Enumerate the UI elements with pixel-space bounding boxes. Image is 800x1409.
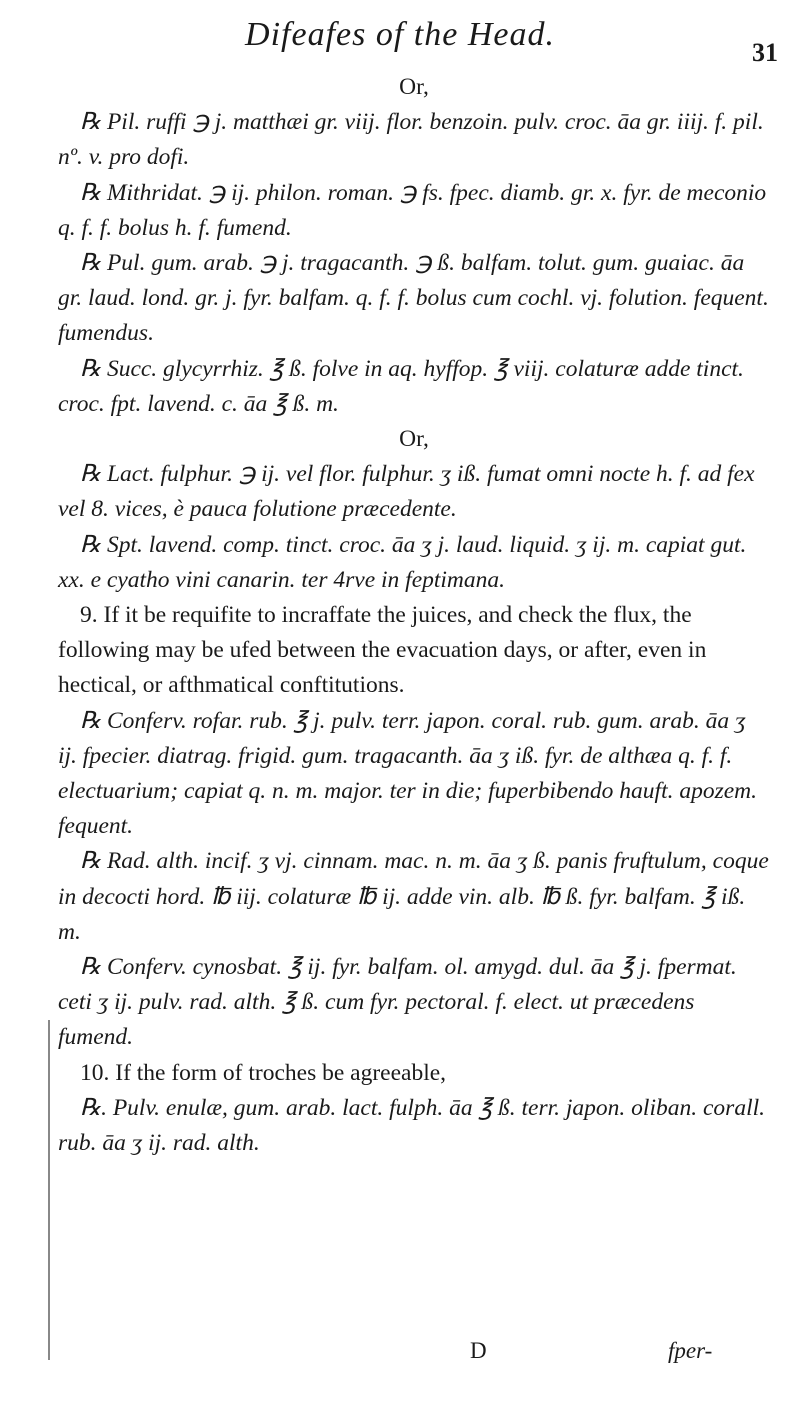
margin-rule: [48, 1020, 50, 1360]
recipe-paragraph: ℞. Pulv. enulæ, gum. arab. lact. fulph. āa ℥ ß. terr. japon. oliban. corall. rub. āa ʒ ij. rad. alth.: [58, 1094, 765, 1157]
running-head: Difeafes of the Head.: [245, 16, 555, 53]
recipe-paragraph: ℞ Lact. fulphur. ℈ ij. vel flor. fulphur. ʒ iß. fumat omni nocte h. f. ad fex vel 8. vices, è pauca folutione præcedente.: [58, 461, 755, 523]
or-separator: Or,: [399, 426, 429, 453]
recipe-paragraph: ℞ Succ. glycyrrhiz. ℥ ß. folve in aq. hyffop. ℥ viij. colaturæ adde tinct. croc. fpt. lavend. c. āa ℥ ß. m.: [58, 355, 744, 417]
signature-mark: D: [470, 1338, 487, 1363]
catchword: fper-: [668, 1338, 713, 1363]
recipe-paragraph: ℞ Pul. gum. arab. ℈ j. tragacanth. ℈ ß. balfam. tolut. gum. guaiac. āa gr. laud. lond. gr. j. fyr. balfam. q. f. f. bolus cum cochl. vj. folution. fequent. fumendus.: [58, 250, 769, 347]
numbered-paragraph: 10. If the form of troches be agreeable,: [80, 1059, 447, 1086]
page-number: 31: [752, 38, 778, 67]
recipe-paragraph: ℞ Mithridat. ℈ ij. philon. roman. ℈ fs. fpec. diamb. gr. x. fyr. de meconio q. f. f. bolus h. f. fumend.: [58, 179, 767, 241]
numbered-paragraph: 9. If it be requifite to incraffate the juices, and check the flux, the following may be ufed between the evacuation days, or after, even in hectical, or afthmatical conftitutions.: [58, 602, 707, 699]
or-separator: Or,: [399, 74, 429, 100]
recipe-paragraph: ℞ Spt. lavend. comp. tinct. croc. āa ʒ j. laud. liquid. ʒ ij. m. capiat gut. xx. e cyatho vini canarin. ter 4rve in feptimana.: [58, 531, 747, 593]
recipe-paragraph: ℞ Conferv. rofar. rub. ℥ j. pulv. terr. japon. coral. rub. gum. arab. āa ʒ ij. fpecier. diatrag. frigid. gum. tragacanth. āa ʒ iß. fyr. de althæa q. f. f. electuarium; capiat q. n. m. major. ter in die; fuperbibendo hauft. apozem. fequent.: [58, 707, 758, 840]
page-footer: [0, 1338, 800, 1372]
recipe-paragraph: ℞ Pil. ruffi ℈ j. matthæi gr. viij. flor. benzoin. pulv. croc. āa gr. iiij. f. pil. nº. v. pro dofi.: [58, 109, 764, 171]
page-body: [58, 70, 770, 1161]
page-header: [0, 16, 800, 66]
recipe-paragraph: ℞ Rad. alth. incif. ʒ vj. cinnam. mac. n. m. āa ʒ ß. panis fruftulum, coque in decocti hord. ℔ iij. colaturæ ℔ ij. adde vin. alb. ℔ ß. fyr. balfam. ℥ iß. m.: [58, 848, 769, 945]
recipe-paragraph: ℞ Conferv. cynosbat. ℥ ij. fyr. balfam. ol. amygd. dul. āa ℥ j. fpermat. ceti ʒ ij. pulv. rad. alth. ℥ ß. cum fyr. pectoral. f. elect. ut præcedens fumend.: [58, 954, 737, 1051]
